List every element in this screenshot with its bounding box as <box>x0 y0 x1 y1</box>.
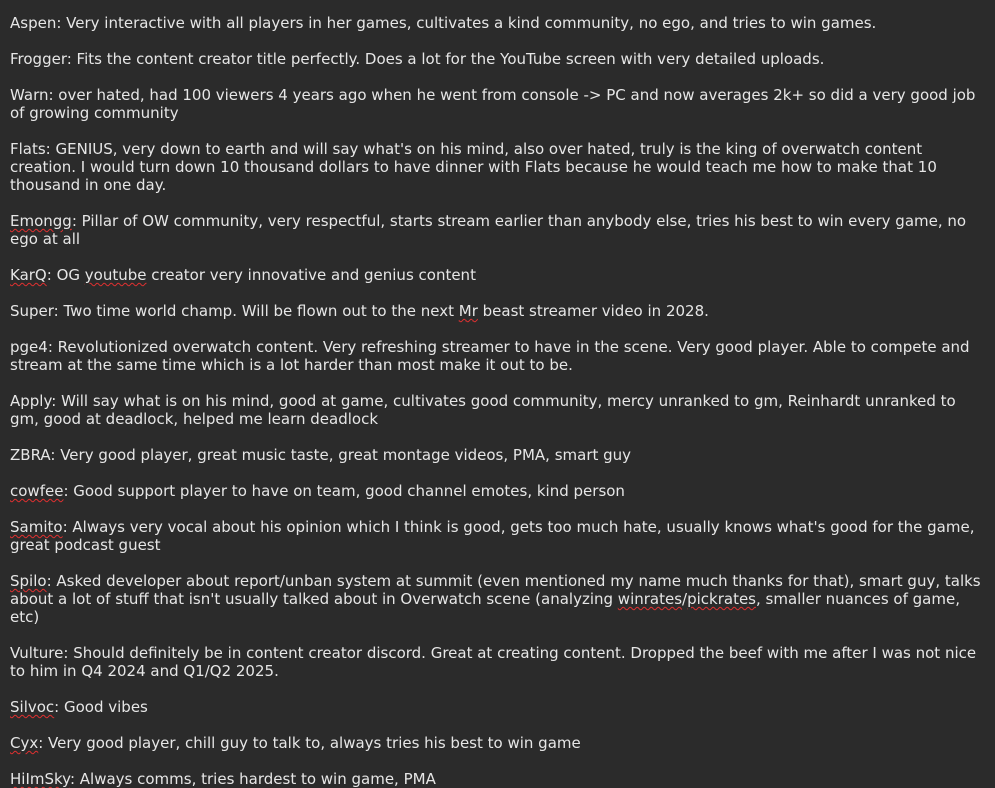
paragraph-text: creator very innovative and genius content <box>146 266 476 284</box>
paragraph-text: Aspen: Very interactive with all players in her games, cultivates a kind community, no ego, and tries to win games. <box>10 14 877 32</box>
paragraph-text: Super: Two time world champ. Will be flown out to the next <box>10 302 459 320</box>
misspelled-word: pickrates <box>687 590 756 608</box>
paragraph-text: pge4: Revolutionized overwatch content. Very refreshing streamer to have in the scene. Very good player. Able to compete and stream at the same time which is a lot harder than most make it out to be. <box>10 338 970 374</box>
misspelled-word: youtube <box>84 266 147 284</box>
paragraph-text: Flats: GENIUS, very down to earth and will say what's on his mind, also over hated, truly is the king of overwatch content creation. I would turn down 10 thousand dollars to have dinner with Flats because he would teach me how to make that 10 thousand in one day. <box>10 140 937 194</box>
paragraph-text: Warn: over hated, had 100 viewers 4 years ago when he went from console -> PC and now averages 2k+ so did a very good job of growing community <box>10 86 976 122</box>
text-paragraph[interactable] <box>10 644 985 680</box>
text-paragraph[interactable] <box>10 14 985 32</box>
paragraph-text: : Always comms, tries hardest to win game, PMA <box>69 770 436 788</box>
paragraph-text: ZBRA: Very good player, great music taste, great montage videos, PMA, smart guy <box>10 446 632 464</box>
misspelled-word: Samito <box>10 518 63 536</box>
text-paragraph[interactable] <box>10 50 985 68</box>
paragraph-text: : Always very vocal about his opinion which I think is good, gets too much hate, usually knows what's good for the game, great podcast guest <box>10 518 975 554</box>
misspelled-word: KarQ <box>10 266 47 284</box>
text-paragraph[interactable] <box>10 266 985 284</box>
misspelled-word: Spilo <box>10 572 47 590</box>
text-paragraph[interactable] <box>10 770 985 788</box>
text-paragraph[interactable] <box>10 212 985 248</box>
misspelled-word: HiImSky <box>10 770 70 788</box>
text-paragraph[interactable] <box>10 446 985 464</box>
paragraph-text: : Pillar of OW community, very respectful, starts stream earlier than anybody else, tries his best to win every game, no ego at all <box>10 212 967 248</box>
text-paragraph[interactable] <box>10 698 985 716</box>
paragraph-text: beast streamer video in 2028. <box>477 302 709 320</box>
text-paragraph[interactable] <box>10 734 985 752</box>
text-paragraph[interactable] <box>10 302 985 320</box>
paragraph-text: : Good vibes <box>54 698 148 716</box>
paragraph-text: Apply: Will say what is on his mind, good at game, cultivates good community, mercy unranked to gm, Reinhardt unranked to gm, good at deadlock, helped me learn deadlock <box>10 392 956 428</box>
misspelled-word: Mr <box>458 302 478 320</box>
paragraph-text: Vulture: Should definitely be in content creator discord. Great at creating content. Dropped the beef with me after I was not nice to him in Q4 2024 and Q1/Q2 2025. <box>10 644 977 680</box>
paragraph-text: , smaller nuances of game, etc) <box>10 590 960 626</box>
paragraph-text: : Asked developer about report/unban system at summit (even mentioned my name much thanks for that), smart guy, talks about a lot of stuff that isn't usually talked about in Overwatch scene (analyzing <box>10 572 981 608</box>
paragraph-text: : Good support player to have on team, good channel emotes, kind person <box>63 482 625 500</box>
paragraph-text: : Very good player, chill guy to talk to, always tries his best to win game <box>38 734 581 752</box>
paragraph-text: Frogger: Fits the content creator title perfectly. Does a lot for the YouTube screen with very detailed uploads. <box>10 50 825 68</box>
text-paragraph[interactable] <box>10 482 985 500</box>
misspelled-word: Cyx <box>10 734 39 752</box>
paragraph-text: : OG <box>46 266 85 284</box>
text-paragraph[interactable] <box>10 338 985 374</box>
misspelled-word: Emongg <box>10 212 72 230</box>
text-paragraph[interactable] <box>10 572 985 626</box>
paragraph-text: / <box>682 590 688 608</box>
text-paragraph[interactable] <box>10 392 985 428</box>
misspelled-word: winrates <box>617 590 683 608</box>
text-paragraph[interactable] <box>10 86 985 122</box>
misspelled-word: cowfee <box>10 482 64 500</box>
text-paragraph[interactable] <box>10 140 985 194</box>
text-paragraph[interactable] <box>10 518 985 554</box>
misspelled-word: Silvoc <box>10 698 55 716</box>
